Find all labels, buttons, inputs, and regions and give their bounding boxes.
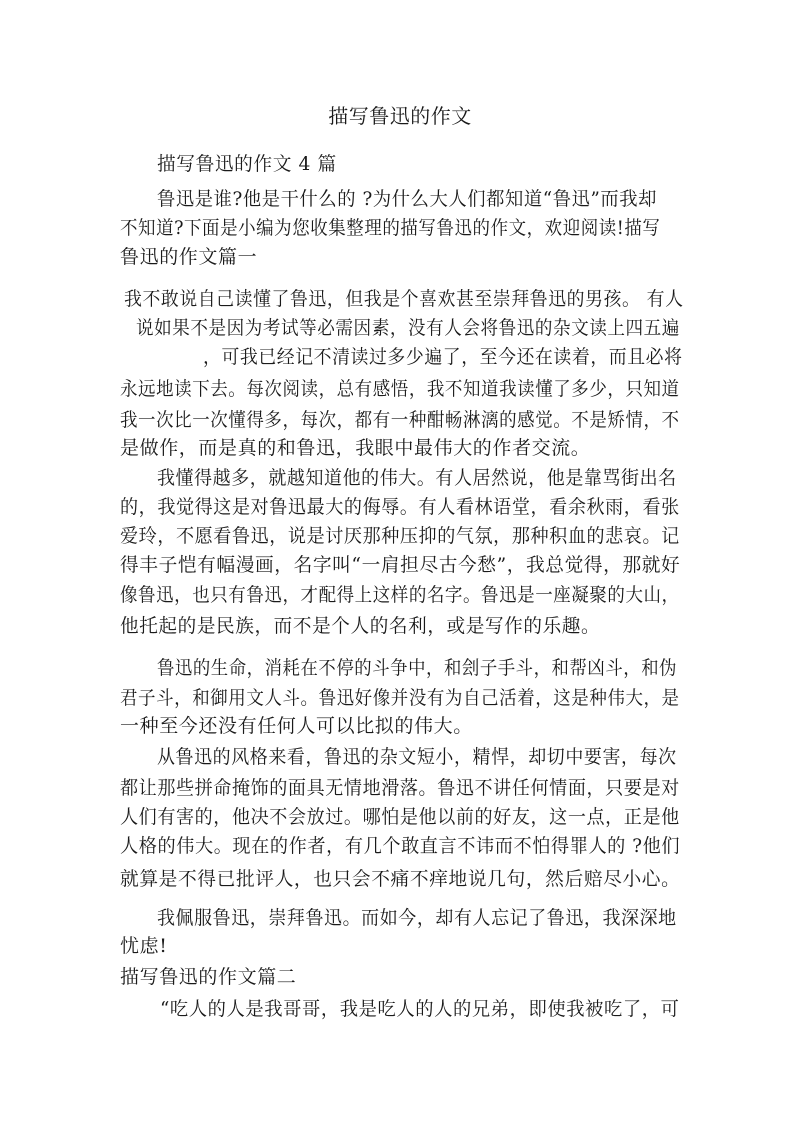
- text-line: 一种至今还没有任何人可以比拟的伟大。: [120, 715, 473, 737]
- text-line: 永远地读下去。每次阅读，总有感悟，我不知道我读懂了多少，只知道: [120, 378, 680, 400]
- text-line: 我不敢说自己读懂了鲁迅，但我是个喜欢甚至崇拜鲁迅的男孩。 有人: [124, 288, 684, 310]
- document-subtitle: 描写鲁迅的作文 4 篇: [157, 153, 337, 175]
- text-line: 说如果不是因为考试等必需因素，没有人会将鲁迅的杂文读上四五遍: [136, 317, 680, 339]
- text-line: “吃人的人是我哥哥，我是吃人的人的兄弟，即使我被吃了，可: [160, 998, 680, 1020]
- text-line: 鲁迅是谁?他是干什么的 ?为什么大人们都知道“鲁迅”而我却: [157, 188, 658, 210]
- text-line: 不知道?下面是小编为您收集整理的描写鲁迅的作文，欢迎阅读!描写: [120, 217, 661, 239]
- text-line: 人们有害的，他决不会放过。哪怕是他以前的好友，这一点，正是他: [120, 806, 680, 828]
- text-line: ，可我已经记不清读过多少遍了，至今还在读着，而且必将: [203, 346, 683, 368]
- text-line: 得丰子恺有幅漫画，名字叫“一肩担尽古今愁”，我总觉得，那就好: [120, 554, 681, 576]
- text-line: 我一次比一次懂得多，每次，都有一种酣畅淋漓的感觉。不是矫情，不: [120, 409, 680, 431]
- text-line: 从鲁迅的风格来看，鲁迅的杂文短小，精悍，却切中要害，每次: [157, 746, 677, 768]
- text-line: 人格的伟大。现在的作者，有几个敢直言不讳而不怕得罪人的 ?他们: [120, 835, 681, 857]
- text-line: 鲁迅的作文篇一: [120, 246, 258, 268]
- text-line: 君子斗，和御用文人斗。鲁迅好像并没有为自己活着，这是种伟大，是: [120, 687, 680, 709]
- text-line: 是做作，而是真的和鲁迅，我眼中最伟大的作者交流。: [120, 437, 591, 459]
- text-line: 像鲁迅，也只有鲁迅，才配得上这样的名字。鲁迅是一座凝聚的大山，: [120, 584, 680, 606]
- text-line: 都让那些拼命掩饰的面具无情地滑落。鲁迅不讲任何情面，只要是对: [120, 777, 680, 799]
- text-line: 我佩服鲁迅，崇拜鲁迅。而如今，却有人忘记了鲁迅，我深深地: [157, 907, 677, 929]
- text-line: 爱玲，不愿看鲁迅，说是讨厌那种压抑的气氛，那种积血的悲哀。记: [120, 525, 680, 547]
- text-line: 鲁迅的生命，消耗在不停的斗争中，和刽子手斗，和帮凶斗，和伪: [157, 657, 678, 679]
- text-line: 的，我觉得这是对鲁迅最大的侮辱。有人看林语堂，看余秋雨，看张: [120, 496, 680, 518]
- text-line: 他托起的是民族，而不是个人的名利，或是写作的乐趣。: [120, 615, 601, 637]
- section-heading: 描写鲁迅的作文篇二: [120, 966, 297, 988]
- text-line: 就算是不得已批评人，也只会不痛不痒地说几句，然后赔尽小心。: [120, 868, 681, 890]
- text-line: 忧虑!: [120, 935, 168, 957]
- text-line: 我懂得越多，就越知道他的伟大。有人居然说，他是靠骂街出名: [157, 467, 677, 489]
- document-title: 描写鲁迅的作文: [328, 104, 472, 128]
